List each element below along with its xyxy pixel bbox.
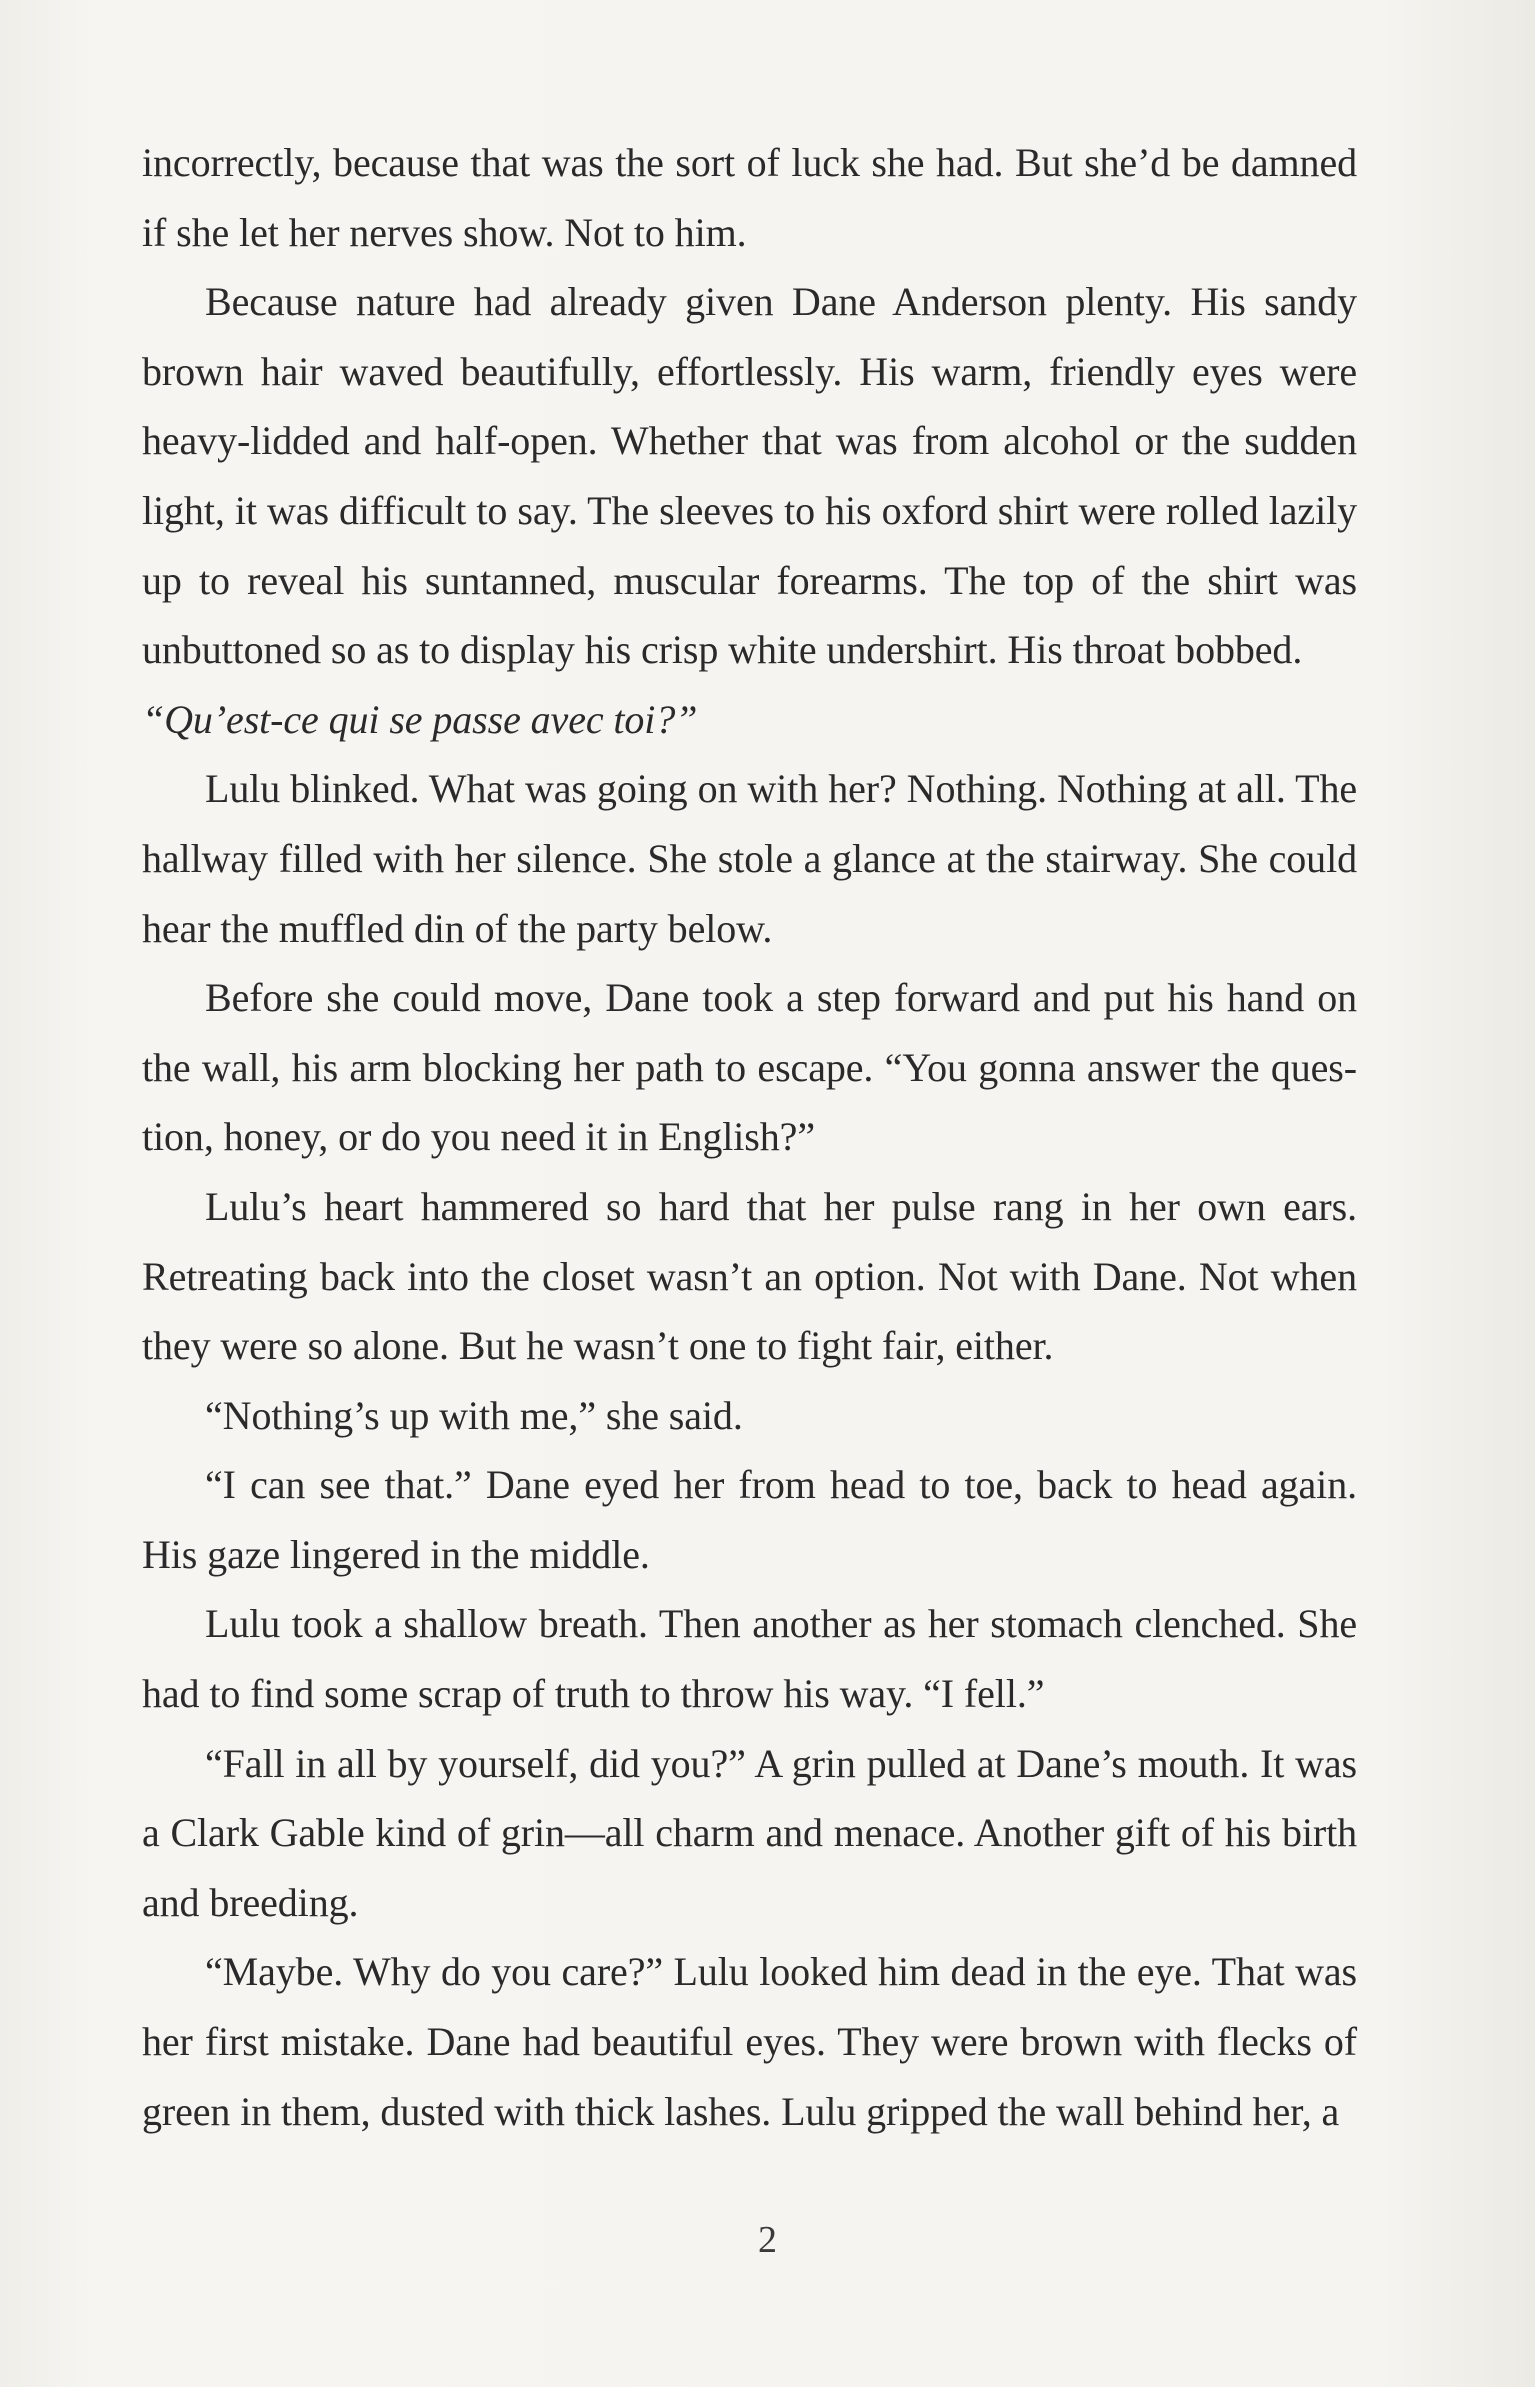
paragraph-11: “Maybe. Why do you care?” Lulu looked him dead in the eye. That was her first mistake. Dane had beautiful eyes. They were brown with flecks of green in them, dusted with thick lashes. Lulu gripped the wall behind her, a [142, 1949, 1357, 2134]
paragraph-8: “I can see that.” Dane eyed her from head to toe, back to head again. His gaze lingered in the middle. [142, 1462, 1357, 1577]
paragraph-10: “Fall in all by yourself, did you?” A grin pulled at Dane’s mouth. It was a Clark Gable kind of grin—all charm and menace. Another gift of his birth and breeding. [142, 1740, 1357, 1925]
paragraph-6: Lulu’s heart hammered so hard that her pulse rang in her own ears. Retreating back into the closet wasn’t an option. Not with Dane. Not when they were so alone. But he wasn’t one to fight fair, either. [142, 1183, 1357, 1369]
page-number: 2 [758, 2219, 777, 2261]
paragraph-2: Because nature had already given Dane Anderson plenty. His sandy brown hair waved beautifully, effortlessly. His warm, friendly eyes were heavy-lidded and half-open. Whether that was from alcohol or the sudden light, it was difficult to say. The sleeves to his oxford shirt were rolled lazily up to reveal his suntanned, muscular forearms. The top of the shirt was unbuttoned so as to display his crisp white undershirt. His throat bobbed. [142, 279, 1357, 673]
paragraph-9: Lulu took a shallow breath. Then another as her stomach clenched. She had to find some scrap of truth to throw his way. “I fell.” [142, 1601, 1357, 1717]
paragraph-3-french-dialogue: “Qu’est-ce qui se passe avec toi?” [142, 696, 698, 742]
paragraph-5: Before she could move, Dane took a step forward and put his hand on the wall, his arm blocking her path to escape. “You gonna answer the ques-tion, honey, or do you need it in English?” [142, 975, 1357, 1160]
paragraph-1: incorrectly, because that was the sort of luck she had. But she’d be damned if she let her nerves show. Not to him. [142, 140, 1357, 255]
paragraph-4: Lulu blinked. What was going on with her? Nothing. Nothing at all. The hallway filled with her silence. She stole a glance at the stairway. She could hear the muffled din of the party below. [142, 766, 1357, 951]
paragraph-7: “Nothing’s up with me,” she said. [205, 1392, 743, 1438]
body-text [142, 128, 1357, 2146]
